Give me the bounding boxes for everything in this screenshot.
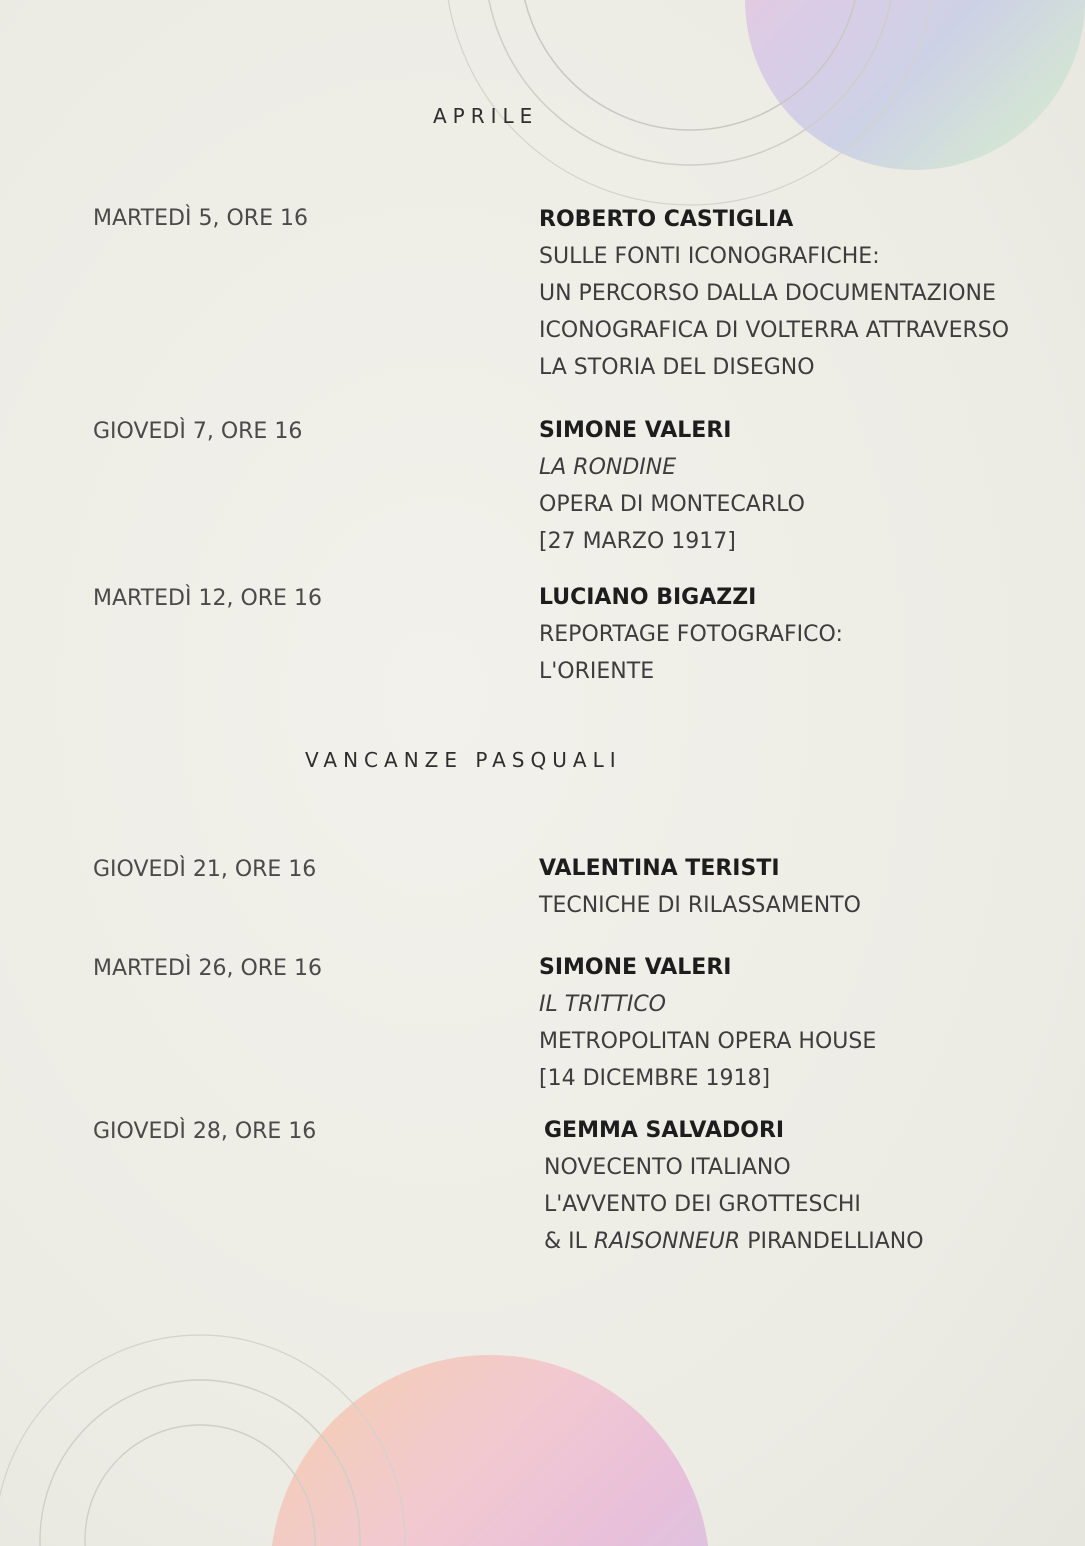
event-details [539, 949, 876, 1097]
event-title-line: REPORTAGE FOTOGRAFICO: [539, 622, 843, 647]
event-title-line: LA STORIA DEL DISEGNO [539, 355, 815, 380]
event-date: GIOVEDÌ 21, ORE 16 [93, 857, 317, 882]
event-details [544, 1112, 924, 1260]
event-details [539, 412, 805, 560]
speaker-name: VALENTINA TERISTI [539, 856, 780, 881]
speaker-name: GEMMA SALVADORI [544, 1118, 785, 1143]
event-details [539, 850, 861, 924]
event-title-line [544, 1223, 924, 1260]
event-title-line: METROPOLITAN OPERA HOUSE [539, 1029, 877, 1054]
opera-title: IL TRITTICO [539, 992, 666, 1017]
holiday-heading: VANCANZE PASQUALI [305, 748, 622, 772]
event-title-line: TECNICHE DI RILASSAMENTO [539, 893, 861, 918]
italic-term: RAISONNEUR [593, 1229, 741, 1254]
opera-title: LA RONDINE [539, 455, 677, 480]
event-title-line: [14 DICEMBRE 1918] [539, 1066, 771, 1091]
event-title-line: L'AVVENTO DEI GROTTESCHI [544, 1192, 861, 1217]
event-title-line: NOVECENTO ITALIANO [544, 1155, 791, 1180]
event-date: GIOVEDÌ 7, ORE 16 [93, 419, 303, 444]
line-prefix: & IL [544, 1229, 594, 1254]
event-title-line: SULLE FONTI ICONOGRAFICHE: [539, 244, 880, 269]
event-title-line: [27 MARZO 1917] [539, 529, 736, 554]
event-details [539, 201, 1009, 386]
event-date: MARTEDÌ 12, ORE 16 [93, 586, 322, 611]
event-title-line: ICONOGRAFICA DI VOLTERRA ATTRAVERSO [539, 318, 1010, 343]
event-title-line: UN PERCORSO DALLA DOCUMENTAZIONE [539, 281, 996, 306]
top-right-decoration [445, 0, 1085, 205]
event-title-line: L'ORIENTE [539, 659, 655, 684]
event-title-line: OPERA DI MONTECARLO [539, 492, 805, 517]
speaker-name: SIMONE VALERI [539, 418, 732, 443]
line-suffix: PIRANDELLIANO [740, 1229, 924, 1254]
speaker-name: ROBERTO CASTIGLIA [539, 207, 794, 232]
event-date: MARTEDÌ 26, ORE 16 [93, 956, 322, 981]
event-details [539, 579, 843, 690]
bottom-decoration [0, 1335, 710, 1546]
month-heading: APRILE [433, 104, 539, 128]
event-date: GIOVEDÌ 28, ORE 16 [93, 1119, 317, 1144]
speaker-name: LUCIANO BIGAZZI [539, 585, 757, 610]
speaker-name: SIMONE VALERI [539, 955, 732, 980]
event-date: MARTEDÌ 5, ORE 16 [93, 206, 308, 231]
